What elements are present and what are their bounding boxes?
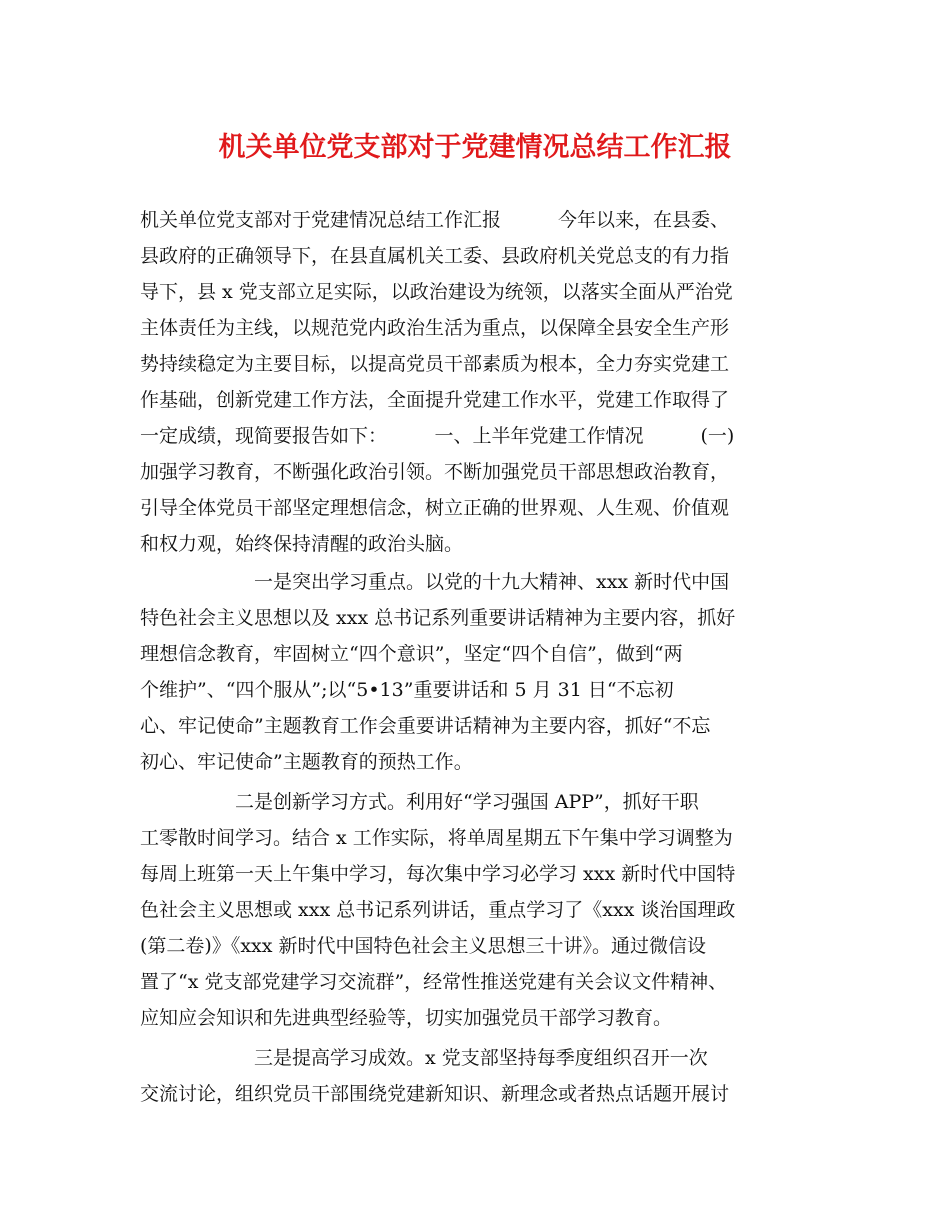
body-line: 二是创新学习方式。利用好“学习强国 APP”，抓好干职 [140, 791, 699, 813]
body-line: 导下，县 x 党支部立足实际，以政治建设为统领，以落实全面从严治党 [140, 281, 733, 303]
body-line: 色社会主义思想或 xxx 总书记系列讲话，重点学习了《xxx 谈治国理政 [140, 899, 736, 921]
body-line: 作基础，创新党建工作方法，全面提升党建工作水平，党建工作取得了 [140, 389, 730, 411]
body-line: 工零散时间学习。结合 x 工作实际，将单周星期五下午集中学习调整为 [140, 827, 733, 849]
body-line: 机关单位党支部对于党建情况总结工作汇报 今年以来，在县委、 [140, 209, 730, 231]
body-line: 理想信念教育，牢固树立“四个意识”，坚定“四个自信”，做到“两 [140, 643, 683, 665]
body-line: 三是提高学习成效。x 党支部坚持每季度组织召开一次 [140, 1047, 708, 1069]
body-line: 应知应会知识和先进典型经验等，切实加强党员干部学习教育。 [140, 1007, 673, 1029]
body-line: 特色社会主义思想以及 xxx 总书记系列重要讲话精神为主要内容，抓好 [140, 607, 736, 629]
body-line: 主体责任为主线，以规范党内政治生活为重点，以保障全县安全生产形 [140, 317, 730, 339]
body-line: 交流讨论，组织党员干部围绕党建新知识、新理念或者热点话题开展讨 [140, 1083, 730, 1105]
body-line: 引导全体党员干部坚定理想信念，树立正确的世界观、人生观、价值观 [140, 497, 730, 519]
body-line: 加强学习教育，不断强化政治引领。不断加强党员干部思想政治教育， [140, 461, 730, 483]
body-line: 一定成绩，现简要报告如下： 一、上半年党建工作情况 (一) [140, 425, 735, 447]
body-line: 初心、牢记使命”主题教育的预热工作。 [140, 751, 473, 773]
body-line: 心、牢记使命”主题教育工作会重要讲话精神为主要内容，抓好“不忘 [140, 715, 711, 737]
body-line: 和权力观，始终保持清醒的政治头脑。 [140, 533, 464, 555]
body-line: 每周上班第一天上午集中学习，每次集中学习必学习 xxx 新时代中国特 [140, 863, 736, 885]
body-line: 个维护”、“四个服从”;以“5•13”重要讲话和 5 月 31 日“不忘初 [140, 679, 674, 701]
body-line: (第二卷)》《xxx 新时代中国特色社会主义思想三十讲》。通过微信设 [140, 935, 707, 957]
body-line: 置了“x 党支部党建学习交流群”，经常性推送党建有关会议文件精神、 [140, 971, 728, 993]
body-line: 一是突出学习重点。以党的十九大精神、xxx 新时代中国 [140, 571, 730, 593]
document-title: 机关单位党支部对于党建情况总结工作汇报 [218, 132, 732, 163]
body-line: 县政府的正确领导下，在县直属机关工委、县政府机关党总支的有力指 [140, 245, 730, 267]
body-line: 势持续稳定为主要目标，以提高党员干部素质为根本，全力夯实党建工 [140, 353, 730, 375]
